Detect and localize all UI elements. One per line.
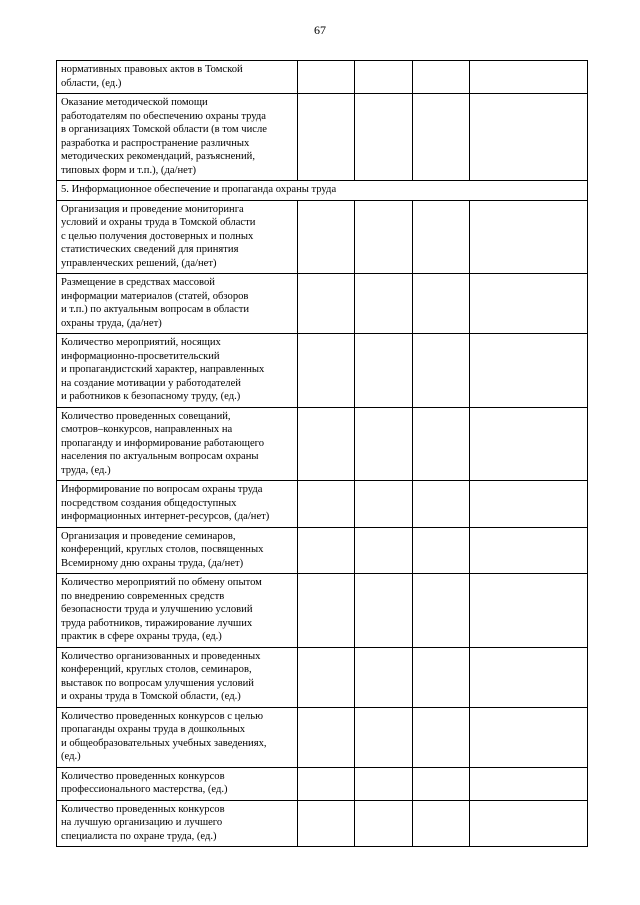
indicator-label: Количество проведенных конкурсов с целью пропаганды охраны труда в дошкольных и общеобразовательных учебных заведениях, (ед.): [61, 710, 267, 762]
table-row: [57, 574, 588, 648]
value-cell: [298, 94, 355, 181]
value-cell: [355, 274, 413, 334]
indicator-label: Количество проведенных совещаний, смотров–конкурсов, направленных на пропаганду и информирование работающего населения по актуальным вопросам охраны труда, (ед.): [61, 410, 265, 476]
indicator-label: Количество организованных и проведенных конференций, круглых столов, семинаров, выставок по вопросам улучшения условий и охраны труда в Томской области, (ед.): [61, 650, 261, 702]
indicator-label-cell: [57, 767, 298, 800]
indicator-label-cell: [57, 481, 298, 528]
indicator-label: Организация и проведение мониторинга условий и охраны труда в Томской области с целью получения достоверных и полных статистических сведений для принятия управленческих решений, (да/нет): [61, 203, 256, 269]
table-body: [57, 61, 588, 847]
value-cell: [298, 61, 355, 94]
value-cell: [355, 647, 413, 707]
indicator-label-cell: [57, 200, 298, 274]
value-cell: [413, 707, 470, 767]
section-heading: 5. Информационное обеспечение и пропаганда охраны труда: [57, 181, 588, 201]
table-row: [57, 527, 588, 574]
value-cell: [470, 527, 588, 574]
value-cell: [413, 274, 470, 334]
table-row: [57, 334, 588, 408]
value-cell: [355, 334, 413, 408]
indicator-label-cell: [57, 527, 298, 574]
value-cell: [355, 407, 413, 481]
value-cell: [298, 407, 355, 481]
value-cell: [413, 767, 470, 800]
value-cell: [298, 481, 355, 528]
value-cell: [470, 94, 588, 181]
indicator-label: Оказание методической помощи работодателям по обеспечению охраны труда в организациях Томской области (в том числе разработка и распространение различных методических рекомендаций, разъяснений, типовых форм и т.п.), (да/нет): [61, 97, 267, 176]
table-row: [57, 767, 588, 800]
indicator-label: Информирование по вопросам охраны труда посредством создания общедоступных информационных интернет-ресурсов, (да/нет): [61, 484, 270, 522]
value-cell: [470, 61, 588, 94]
value-cell: [413, 61, 470, 94]
indicator-label-cell: [57, 94, 298, 181]
value-cell: [470, 647, 588, 707]
value-cell: [355, 94, 413, 181]
table-row: [57, 94, 588, 181]
value-cell: [355, 707, 413, 767]
value-cell: [355, 481, 413, 528]
value-cell: [298, 527, 355, 574]
indicator-label: нормативных правовых актов в Томской области, (ед.): [61, 64, 243, 89]
indicator-label: Организация и проведение семинаров, конференций, круглых столов, посвященных Всемирному дню охраны труда, (да/нет): [61, 530, 264, 569]
section-header-row: [57, 181, 588, 201]
table-row: [57, 647, 588, 707]
value-cell: [470, 707, 588, 767]
value-cell: [413, 200, 470, 274]
table-row: [57, 61, 588, 94]
value-cell: [298, 800, 355, 847]
table-row: [57, 707, 588, 767]
value-cell: [470, 200, 588, 274]
value-cell: [470, 407, 588, 481]
value-cell: [298, 767, 355, 800]
value-cell: [298, 274, 355, 334]
value-cell: [355, 61, 413, 94]
table-row: [57, 800, 588, 847]
indicator-label-cell: [57, 707, 298, 767]
value-cell: [298, 647, 355, 707]
indicator-label: Количество мероприятий по обмену опытом по внедрению современных средств безопасности труда и улучшению условий труда работников, тиражирование лучших практик в сфере охраны труда, (ед.): [61, 577, 262, 642]
indicator-label-cell: [57, 647, 298, 707]
value-cell: [298, 574, 355, 648]
indicator-label-cell: [57, 574, 298, 648]
value-cell: [413, 527, 470, 574]
value-cell: [413, 800, 470, 847]
value-cell: [355, 800, 413, 847]
value-cell: [298, 707, 355, 767]
indicator-label-cell: [57, 407, 298, 481]
value-cell: [470, 274, 588, 334]
indicator-label-cell: [57, 800, 298, 847]
indicator-label: Размещение в средствах массовой информации материалов (статей, обзоров и т.п.) по актуальным вопросам в области охраны труда, (да/нет): [61, 277, 250, 329]
value-cell: [413, 647, 470, 707]
table-row: [57, 481, 588, 528]
value-cell: [470, 800, 588, 847]
indicator-label-cell: [57, 334, 298, 408]
value-cell: [413, 481, 470, 528]
table-row: [57, 200, 588, 274]
value-cell: [298, 200, 355, 274]
table-row: [57, 274, 588, 334]
page-number: 67: [314, 23, 326, 37]
table-row: [57, 407, 588, 481]
value-cell: [355, 527, 413, 574]
value-cell: [413, 334, 470, 408]
value-cell: [355, 574, 413, 648]
value-cell: [413, 407, 470, 481]
value-cell: [470, 574, 588, 648]
value-cell: [355, 200, 413, 274]
value-cell: [413, 574, 470, 648]
indicator-table: [56, 60, 588, 847]
value-cell: [413, 94, 470, 181]
indicator-label-cell: [57, 274, 298, 334]
indicator-label-cell: [57, 61, 298, 94]
value-cell: [470, 481, 588, 528]
indicator-label: Количество проведенных конкурсов на лучшую организацию и лучшего специалиста по охране труда, (ед.): [61, 803, 225, 842]
value-cell: [298, 334, 355, 408]
indicator-label: Количество проведенных конкурсов профессионального мастерства, (ед.): [61, 770, 228, 795]
value-cell: [470, 334, 588, 408]
indicator-label: Количество мероприятий, носящих информационно-просветительский и пропагандистский характер, направленных на создание мотивации у работодателей и работников к безопасному труду, (ед.): [61, 337, 265, 402]
value-cell: [355, 767, 413, 800]
value-cell: [470, 767, 588, 800]
